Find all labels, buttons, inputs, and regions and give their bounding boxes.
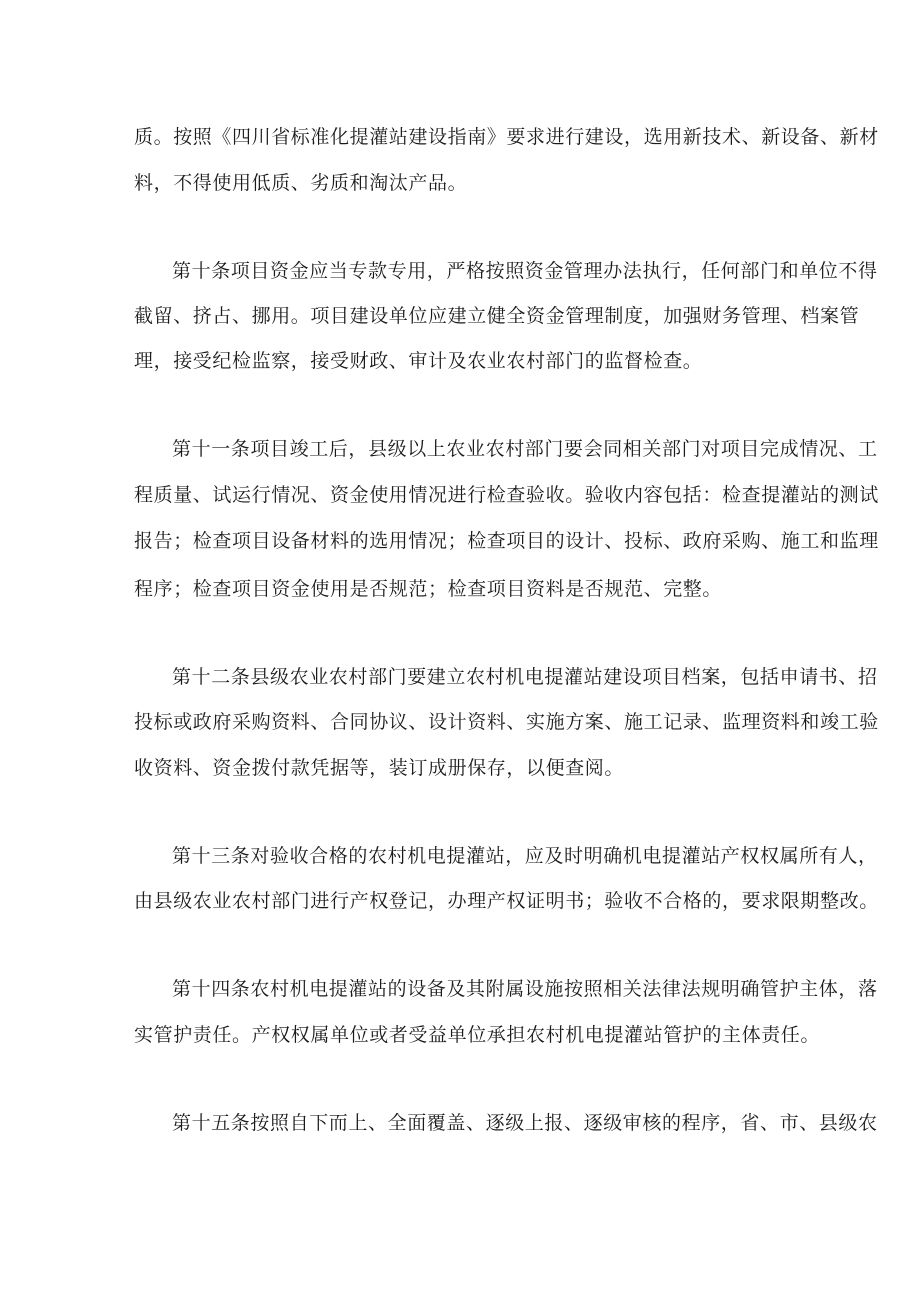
paragraph-line: 第十一条项目竣工后，县级以上农业农村部门要会同相关部门对项目完成情况、工	[172, 438, 878, 460]
paragraph-line: 截留、挤占、挪用。项目建设单位应建立健全资金管理制度，加强财务管理、档案管	[134, 305, 860, 327]
paragraph-line: 第十三条对验收合格的农村机电提灌站，应及时明确机电提灌站产权权属所有人，	[172, 845, 878, 867]
paragraph-line: 收资料、资金拨付款凭据等，装订成册保存，以便查阅。	[134, 757, 625, 779]
paragraph-line: 第十条项目资金应当专款专用，严格按照资金管理办法执行，任何部门和单位不得	[172, 260, 878, 282]
paragraph-line: 第十五条按照自下而上、全面覆盖、逐级上报、逐级审核的程序，省、市、县级农	[172, 1112, 878, 1134]
paragraph-line: 报告；检查项目设备材料的选用情况；检查项目的设计、投标、政府采购、施工和监理	[134, 530, 879, 552]
paragraph-line: 第十二条县级农业农村部门要建立农村机电提灌站建设项目档案，包括申请书、招	[172, 666, 878, 688]
paragraph-line: 实管护责任。产权权属单位或者受益单位承担农村机电提灌站管护的主体责任。	[134, 1024, 821, 1046]
paragraph-line: 投标或政府采购资料、合同协议、设计资料、实施方案、施工记录、监理资料和竣工验	[134, 711, 879, 733]
paragraph-line: 第十四条农村机电提灌站的设备及其附属设施按照相关法律法规明确管护主体，落	[172, 978, 878, 1000]
paragraph-line: 由县级农业农村部门进行产权登记，办理产权证明书；验收不合格的，要求限期整改。	[134, 890, 879, 912]
paragraph-line: 程序；检查项目资金使用是否规范；检查项目资料是否规范、完整。	[134, 578, 723, 600]
paragraph-line: 质。按照《四川省标准化提灌站建设指南》要求进行建设，选用新技术、新设备、新材	[134, 126, 879, 148]
paragraph-line: 理，接受纪检监察，接受财政、审计及农业农村部门的监督检查。	[134, 350, 703, 372]
paragraph-line: 程质量、试运行情况、资金使用情况进行检查验收。验收内容包括：检查提灌站的测试	[134, 484, 879, 506]
paragraph-line: 料，不得使用低质、劣质和淘汰产品。	[134, 172, 468, 194]
